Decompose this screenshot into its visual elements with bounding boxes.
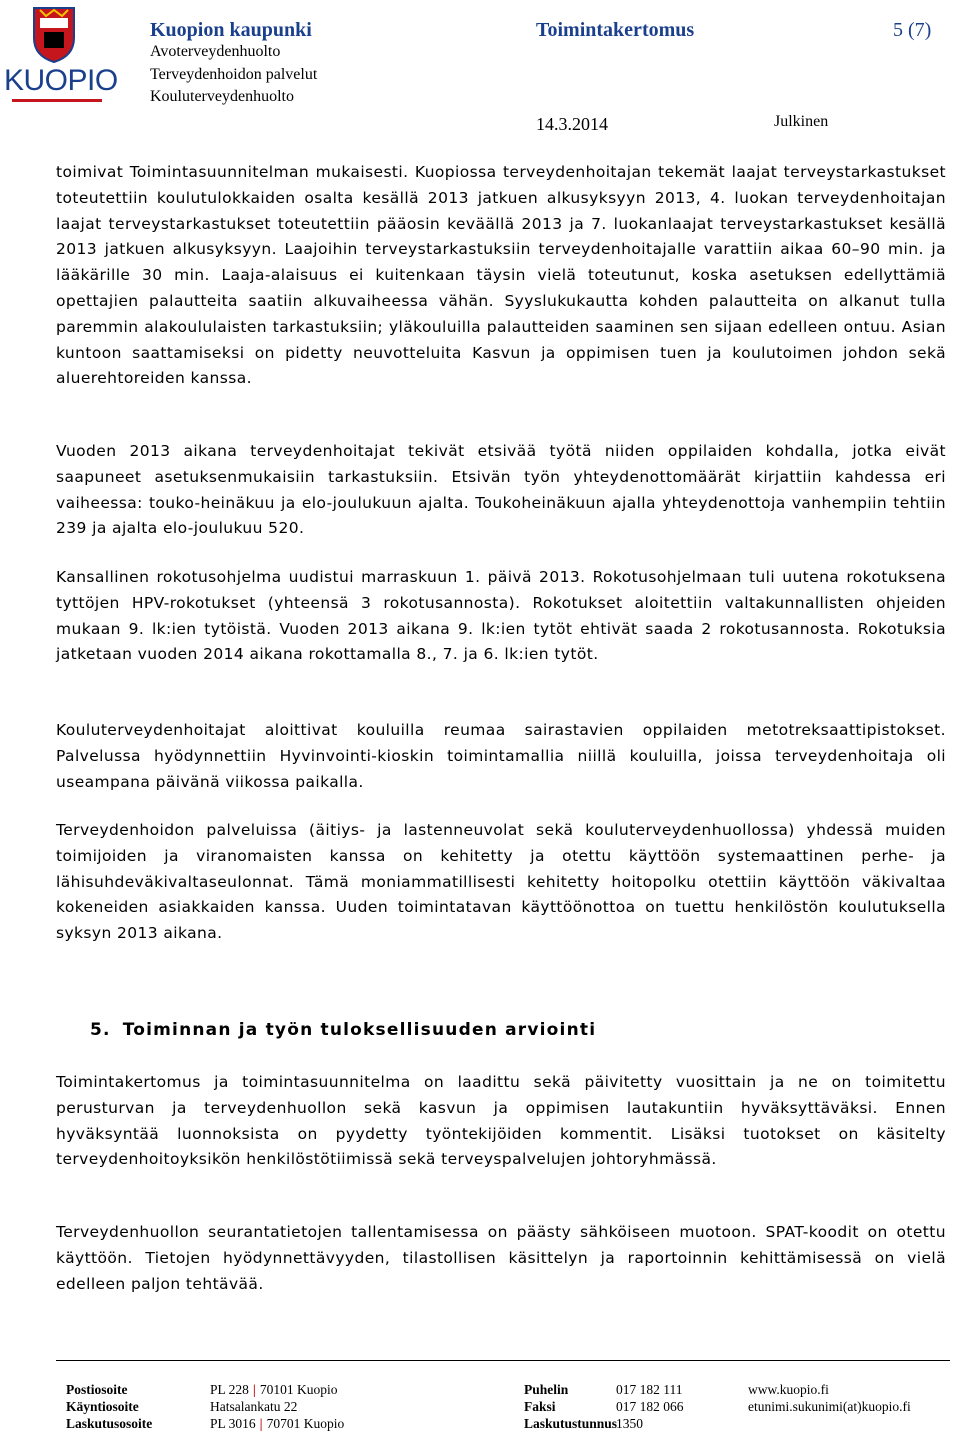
paragraph-4: Kouluterveydenhoitajat aloittivat kouluilla reumaa sairastavien oppilaiden metotreksaattipistokset. Palvelussa hyödynnettiin Hyvinvointi-kioskin toimintamallia niillä kouluilla, joissa terveydenhoitaja oli useampana päivänä viikossa paikalla.	[56, 721, 946, 791]
footer-fax: 017 182 066	[616, 1399, 684, 1414]
footer-billing-address: PL 3016 | 70701 Kuopio	[210, 1416, 345, 1431]
document-title: Toimintakertomus	[536, 19, 695, 41]
logo-text: KUOPIO	[4, 64, 118, 97]
unit-line-2: Terveydenhoidon palvelut	[150, 66, 318, 83]
footer-fax-label: Faksi	[524, 1399, 556, 1414]
classification: Julkinen	[774, 113, 829, 130]
organization-name: Kuopion kaupunki	[150, 19, 312, 41]
document-date: 14.3.2014	[536, 114, 608, 134]
footer-email: etunimi.sukunimi(at)kuopio.fi	[748, 1399, 911, 1414]
unit-line-1: Avoterveydenhuolto	[150, 43, 281, 60]
kuopio-logo	[4, 4, 118, 102]
section-heading	[90, 1020, 596, 1040]
logo-underline	[12, 99, 102, 102]
page-number: 5 (7)	[893, 19, 932, 41]
footer-label-billing: Laskutusosoite	[66, 1416, 153, 1431]
paragraph-5: Terveydenhoidon palveluissa (äitiys- ja lastenneuvolat sekä kouluterveydenhuollossa) yhdessä muiden toimijoiden ja viranomaisten kanssa on kehitetty ja otettu käyttöön systemaattinen perhe- ja lähisuhdeväkivaltaseulonnat. Tämä moniammatillisesti kehitetty hoitopolku otettiin käyttöön väkivaltaa kokeneiden asiakkaiden kanssa. Uuden toimintatavan käyttöönottoa on tuettu henkilöstön koulutuksella syksyn 2013 aikana.	[56, 821, 946, 943]
paragraph-3: Kansallinen rokotusohjelma uudistui marraskuun 1. päivä 2013. Rokotusohjelmaan tuli uutena rokotuksena tyttöjen HPV-rokotukset (yhteensä 3 rokotusannosta). Rokotukset aloitettiin valtakunnallisten ohjeiden mukaan 9. lk:ien tytöistä. Vuoden 2013 aikana 9. lk:ien tytöt ehtivät saada 2 rokotusannosta. Rokotuksia jatketaan vuoden 2014 aikana rokottamalla 8., 7. ja 6. lk:ien tytöt.	[56, 568, 946, 664]
footer-phone: 017 182 111	[616, 1382, 683, 1397]
paragraph-7: Terveydenhuollon seurantatietojen tallentamisessa on päästy sähköiseen muotoon. SPAT-koodit on otettu käyttöön. Tietojen hyödynnettävyyden, tilastollisen käsittelyn ja raportoinnin kehittämisessä on vielä edelleen paljon tehtävää.	[56, 1223, 946, 1293]
footer-postal-address: PL 228 | 70101 Kuopio	[210, 1382, 338, 1397]
footer-billing-id-label: Laskutustunnus	[524, 1416, 618, 1431]
paragraph-6: Toimintakertomus ja toimintasuunnitelma on laadittu sekä päivitetty vuosittain ja ne on toimitettu perusturvan ja terveydenhuollon sekä kasvun ja oppimisen lautakuntiin hyväksyttäväksi. Ennen hyväksyntää luonnoksista on pyydetty työntekijöiden kommentit. Lisäksi tuotokset on käsitelty terveydenhoitoyksikön henkilöstötiimissä sekä terveyspalvelujen johtoryhmässä.	[56, 1073, 946, 1169]
paragraph-2: Vuoden 2013 aikana terveydenhoitajat tekivät etsivää työtä niiden oppilaiden kohdalla, jotka eivät saapuneet asetuksenmukaisiin tarkastuksiin. Etsivän työn yhteydenottomäärät kirjattiin kahdessa eri vaiheessa: touko-heinäkuu ja elo-joulukuun ajalta. Toukoheinäkuun ajalla yhteydenottoja vanhempiin tehtiin 239 ja ajalta elo-joulukuu 520.	[56, 442, 946, 538]
section-number: 5.	[90, 1020, 111, 1040]
footer-divider	[56, 1360, 950, 1361]
section-title: Toiminnan ja työn tuloksellisuuden arviointi	[122, 1020, 597, 1040]
unit-line-3: Kouluterveydenhuolto	[150, 88, 294, 105]
footer-website-link[interactable]: www.kuopio.fi	[748, 1382, 829, 1397]
footer-visit-address: Hatsalankatu 22	[210, 1399, 298, 1414]
paragraph-1: toimivat Toimintasuunnitelman mukaisesti. Kuopiossa terveydenhoitajan tekemät laajat terveystarkastukset toteutettiin koulutulokkaiden osalta kesällä 2013 jatkuen alkusyksyyn 2013, 4. luokan terveydenhoitajan laajat terveystarkastukset toteutettiin pääosin keväällä 2013 ja 7. luokanlaajat terveystarkastukset kesällä 2013 jatkuen alkusyksyyn. Laajoihin terveystarkastuksiin terveydenhoitajalle varattiin aikaa 60–90 min. ja lääkärille 30 min. Laaja-alaisuus ei kuitenkaan täysin vielä toteutunut, koska asetuksen edellyttämiä opettajien palautteita saatiin alkuvaiheessa vähän. Syyslukukautta kohden palautteita on alkanut tulla paremmin alakoululaisten tarkastuksiin; yläkouluilla palautteiden saaminen sen sijaan edelleen ontuu. Asian kuntoon saattamiseksi on pidetty neuvotteluita Kasvun ja oppimisen tuen ja koulutoimen johdon sekä aluerehtoreiden kanssa.	[56, 163, 946, 388]
footer-label-postal: Postiosoite	[66, 1382, 128, 1397]
coat-of-arms-icon	[4, 4, 104, 64]
footer-phone-label: Puhelin	[524, 1382, 569, 1397]
footer-billing-id: 1350	[616, 1416, 643, 1431]
footer-label-visit: Käyntiosoite	[66, 1399, 139, 1414]
